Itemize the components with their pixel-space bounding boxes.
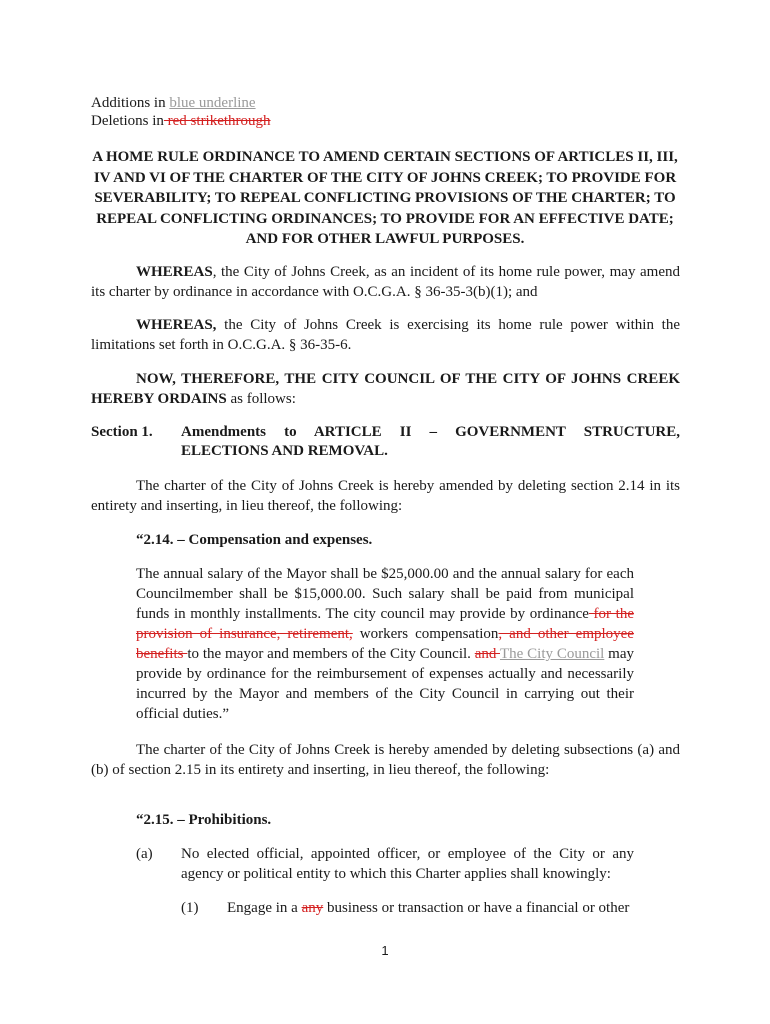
- body-text: workers compensation: [352, 626, 499, 642]
- ordinance-title: A HOME RULE ORDINANCE TO AMEND CERTAIN SECTIONS OF ARTICLES II, III, IV AND VI OF THE CHARTER OF THE CITY OF JOHNS CREEK; TO PROVIDE FOR SEVERABILITY; TO REPEAL CONFLICTING PROVISIONS OF THE CHARTER; TO REPEAL CONFLICTING ORDINANCES; TO PROVIDE FOR AN EFFECTIVE DATE; AND FOR OTHER LAWFUL PURPOSES.: [92, 149, 678, 247]
- now-therefore-lead: NOW, THEREFORE, THE CITY COUNCIL OF THE CITY OF JOHNS CREEK HEREBY ORDAINS: [91, 371, 680, 407]
- section-2-14-body: [136, 564, 634, 724]
- legend-deletions: [91, 111, 680, 131]
- deleted-text: for the provision of insurance, retirement,: [136, 606, 634, 642]
- body-text: business or transaction or have a financial or other: [323, 900, 630, 916]
- item-1-text: [227, 898, 634, 918]
- intro-section-2-14: The charter of the City of Johns Creek is hereby amended by deleting section 2.14 in its entirety and inserting, in lieu thereof, the following:: [91, 478, 680, 514]
- added-text: The City Council: [499, 646, 605, 662]
- legend-additions-prefix: Additions in: [91, 95, 166, 111]
- body-text: may provide by ordinance for the reimbursement of expenses actually and necessarily incurred by the Mayor and members of the City Council in carrying out their official duties.”: [136, 646, 634, 722]
- section-1-heading-line2: ELECTIONS AND REMOVAL.: [181, 443, 388, 459]
- body-text: Engage in a: [227, 900, 302, 916]
- whereas-text: the City of Johns Creek is exercising its home rule power within the limitations set forth in O.C.G.A. § 36-35-6.: [91, 317, 680, 353]
- whereas-text: , the City of Johns Creek, as an incident of its home rule power, may amend its charter by ordinance in accordance with O.C.G.A. § 36-35-3(b)(1); and: [91, 264, 680, 300]
- body-text: The annual salary of the Mayor shall be $25,000.00 and the annual salary for each Councilmember shall be $15,000.00. Such salary shall be paid from municipal funds in monthly installments. The city council may provide by ordinance: [136, 566, 634, 622]
- section-2-14-heading: “2.14. – Compensation and expenses.: [136, 532, 373, 548]
- subsection-a-text: No elected official, appointed officer, or employee of the City or any agency or political entity to which this Charter applies shall knowingly:: [181, 846, 634, 882]
- item-1-label: (1): [181, 900, 199, 916]
- deleted-text: any: [301, 900, 324, 916]
- section-1-number: Section 1.: [91, 424, 153, 440]
- now-therefore-text: as follows:: [226, 391, 296, 407]
- subsection-a-label: (a): [136, 846, 153, 862]
- legend-additions: [91, 93, 680, 113]
- whereas-lead: WHEREAS,: [136, 317, 217, 333]
- deleted-text: and: [474, 646, 500, 662]
- section-1-heading-line1: Amendments to ARTICLE II – GOVERNMENT STRUCTURE,: [181, 424, 680, 440]
- whereas-lead: WHEREAS: [136, 264, 213, 280]
- legend-deletions-prefix: Deletions in: [91, 113, 164, 129]
- section-2-15-heading: “2.15. – Prohibitions.: [136, 812, 272, 828]
- intro-section-2-15: The charter of the City of Johns Creek is hereby amended by deleting subsections (a) and (b) of section 2.15 in its entirety and inserting, in lieu thereof, the following:: [91, 742, 680, 778]
- body-text: to the mayor and members of the City Council.: [187, 646, 475, 662]
- deleted-text: , and other employee benefits: [136, 626, 634, 662]
- legend-additions-sample: blue underline: [169, 95, 256, 111]
- whereas-clause-1: [91, 262, 680, 302]
- whereas-clause-2: [91, 315, 680, 355]
- page-number: 1: [381, 943, 389, 958]
- legend-deletions-sample: red strikethrough: [163, 113, 271, 129]
- now-therefore-clause: [91, 369, 680, 409]
